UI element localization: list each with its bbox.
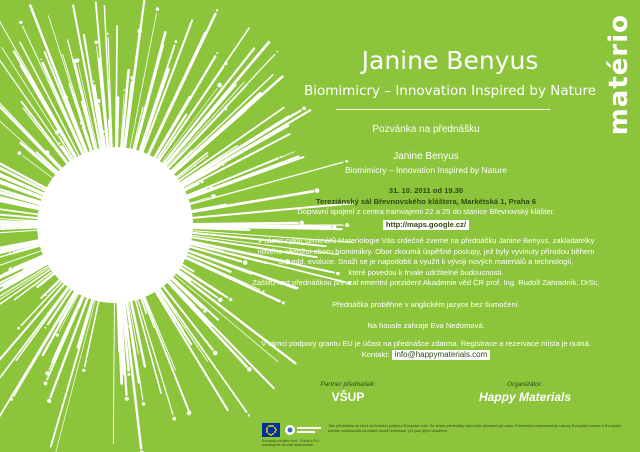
burst-ray bbox=[51, 283, 98, 447]
eu-star-icon bbox=[272, 433, 274, 435]
hero-title: Janine Benyus bbox=[361, 46, 539, 75]
grant-note: V rámci podpory grantu EU je účast na přednášce zdarma. Registrace a rezervace místa je nutná. bbox=[261, 339, 591, 348]
burst-drop bbox=[82, 369, 85, 372]
burst-drop bbox=[248, 414, 250, 416]
burst-drop bbox=[142, 402, 146, 406]
burst-drop bbox=[59, 142, 61, 144]
burst-drop bbox=[8, 267, 13, 272]
burst-drop bbox=[302, 106, 306, 110]
burst-drop bbox=[18, 151, 22, 155]
hero-divider bbox=[336, 109, 550, 110]
contact-email-link[interactable]: info@happymaterials.com bbox=[392, 350, 491, 361]
eu-star-icon bbox=[270, 434, 272, 436]
burst-drop bbox=[93, 81, 95, 83]
burst-drop bbox=[124, 89, 126, 91]
burst-drop bbox=[263, 290, 265, 292]
burst-drop bbox=[17, 327, 20, 330]
event-datetime: 31. 10. 2011 od 19.30 bbox=[388, 186, 464, 195]
footer-logo-text: Evropský sociální fond · Praha & EU: Investujeme do vaší budoucnosti bbox=[262, 439, 320, 447]
burst-drop bbox=[125, 397, 129, 401]
burst-drop bbox=[200, 180, 204, 184]
grant-info bbox=[248, 339, 604, 360]
burst-drop bbox=[96, 99, 100, 103]
eu-star-icon bbox=[266, 427, 268, 429]
burst-ray bbox=[113, 285, 114, 443]
burst-drop bbox=[75, 58, 80, 63]
description-line: Záštitu nad přednáškou převzal emeritní prezident Akademie věd ČR prof. Ing. Rudolf Zahradník, DrSc. bbox=[252, 278, 600, 287]
burst-drop bbox=[174, 40, 177, 43]
organizer-label: Organizátor: bbox=[507, 381, 543, 388]
burst-drop bbox=[247, 367, 251, 371]
burst-drop bbox=[55, 130, 59, 134]
burst-drop bbox=[45, 327, 47, 329]
event-info bbox=[248, 186, 604, 230]
eu-star-icon bbox=[274, 427, 276, 429]
language-note: Přednáška proběhne v anglickém jazyce bez tlumočení. bbox=[332, 300, 520, 309]
burst-drop bbox=[45, 294, 47, 296]
burst-drop bbox=[127, 373, 130, 376]
burst-drop bbox=[172, 417, 176, 421]
eu-flag-icon bbox=[262, 423, 280, 437]
happy-materials-logo: Happy Materials bbox=[478, 390, 572, 404]
burst-drop bbox=[217, 83, 222, 88]
burst-drop bbox=[216, 9, 218, 11]
burst-drop bbox=[243, 260, 248, 265]
burst-drop bbox=[107, 33, 109, 35]
description-paragraph bbox=[248, 236, 604, 289]
event-transport: Dopravní spojení z centra tramvajemi 22 a 25 do stanice Břevnovský klášter. bbox=[297, 207, 555, 216]
partner-label: Partner přednášek: bbox=[320, 381, 376, 388]
burst-drop bbox=[218, 298, 223, 303]
burst-drop bbox=[229, 298, 232, 301]
description-line: 3,8 mld. evoluce. Snaží se je napodobit a využít k vývoji nových materiálů a technologií, bbox=[278, 257, 574, 266]
burst-drop bbox=[94, 41, 98, 45]
music-note: Na housle zahraje Eva Nedomová. bbox=[367, 321, 485, 330]
eu-star-icon bbox=[266, 429, 268, 431]
contact-label: Kontakt: bbox=[361, 349, 390, 359]
burst-drop bbox=[19, 21, 22, 24]
eu-star-icon bbox=[274, 431, 276, 433]
op-praha-logo bbox=[284, 423, 322, 437]
burst-drop bbox=[211, 194, 216, 199]
vsup-logo: VŠUP bbox=[331, 390, 365, 404]
burst-drop bbox=[40, 59, 42, 61]
burst-drop bbox=[44, 382, 48, 386]
map-link[interactable]: http://maps.google.cz/ bbox=[383, 220, 469, 231]
lecture-subtitle: Biomimicry – Innovation Inspired by Nature bbox=[344, 165, 508, 175]
event-venue: Tereziánský sál Břevnovského kláštera, Markétská 1, Praha 6 bbox=[315, 196, 537, 206]
burst-drop bbox=[156, 7, 160, 11]
organizer-block bbox=[470, 381, 580, 404]
eu-star-icon bbox=[268, 433, 270, 435]
burst-drop bbox=[45, 150, 50, 155]
burst-drop bbox=[102, 130, 105, 133]
burst-drop bbox=[223, 107, 227, 111]
partner-block bbox=[300, 381, 396, 404]
description-line: nového vědního oboru biomimikry. Obor zkoumá úspěšné postupy, jež byly vyvinuty přírodou během bbox=[257, 246, 595, 256]
burst-drop bbox=[216, 52, 218, 54]
materio-logo: matério bbox=[604, 14, 634, 136]
description-line: které povedou k trvale udržitelné budoucnosti. bbox=[348, 267, 504, 277]
burst-drop bbox=[130, 76, 133, 79]
burst-ray bbox=[30, 6, 93, 169]
burst-drop bbox=[56, 333, 59, 336]
burst-drop bbox=[276, 51, 278, 53]
description-line: V rámci cyklu seminářů Materiologie Vás srdečně zveme na přednášku Janine Benyus, zakladatelky bbox=[257, 236, 595, 245]
footer-fineprint: Tato přednáška se koná za finanční podpory Evropské unie. Za obsah přednášky odpovídá výhradně její autor. Přednáška neeprezentuje názory Evropské komise a Evropská komise neodpovídá za žádné použití informací, jež jsou jejím obsahem. bbox=[328, 424, 621, 433]
burst-drop bbox=[47, 399, 51, 403]
invite-heading: Pozvánka na přednášku bbox=[372, 124, 480, 135]
lecture-name: Janine Benyus bbox=[393, 151, 459, 162]
burst-drop bbox=[213, 351, 218, 356]
burst-drop bbox=[224, 62, 228, 66]
hero-subtitle: Biomimicry – Innovation Inspired by Nature bbox=[303, 83, 597, 99]
burst-drop bbox=[203, 309, 207, 313]
